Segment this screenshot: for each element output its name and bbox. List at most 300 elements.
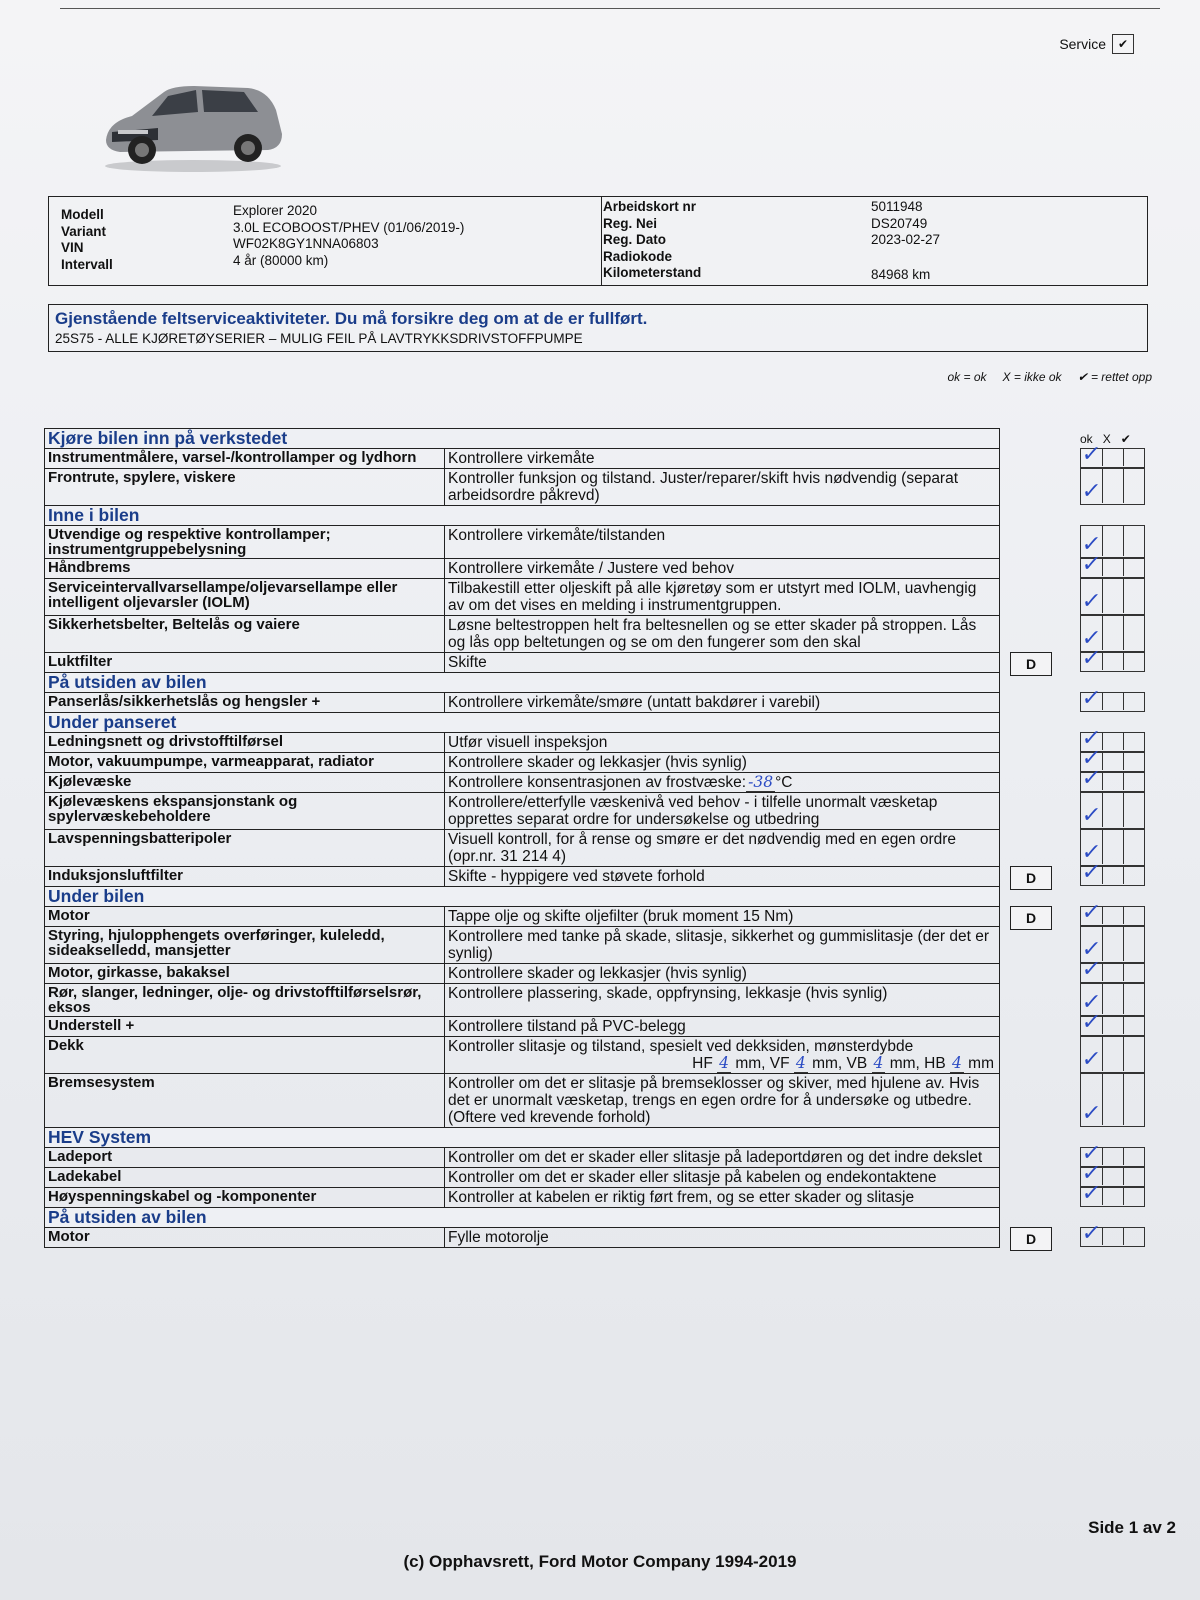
checklist-action — [445, 616, 1000, 653]
status-checkbox-row — [1080, 1221, 1144, 1246]
action-text: Visuell kontroll, for å rense og smøre er det nødvendig med en egen ordre (opr.nr. 31 214 4) — [448, 831, 957, 865]
odometer-value: 84968 km — [871, 267, 931, 282]
action-text: Skifte - hyppigere ved støvete forhold — [448, 868, 705, 885]
vehicle-info-box — [48, 196, 1148, 286]
checklist-row — [45, 1168, 1000, 1188]
handwritten-check-icon: ✓ — [1080, 1161, 1103, 1186]
handwritten-check-icon: ✓ — [1080, 1047, 1103, 1072]
checklist-row — [45, 753, 1000, 773]
not-ok-checkbox[interactable] — [1102, 653, 1123, 670]
car-image — [98, 70, 288, 174]
section-title: HEV System — [45, 1128, 1000, 1148]
fixed-checkbox[interactable] — [1123, 469, 1144, 503]
handwritten-check-icon: ✓ — [1080, 990, 1103, 1015]
action-text: Tilbakestill etter oljeskift på alle kjøretøy som er utstyrt med IOLM, uavhengig av om det vises en melding i instrumentgruppen. — [448, 580, 977, 614]
status-checkbox-group[interactable] — [1080, 766, 1145, 792]
action-text: Kontroller om det er slitasje på bremseklosser og skiver, med hjulene av. Hvis det er unormalt væsketap, trengs en egen ordre for å undersøke og utbedre. (Oftere ved krevende forhold) — [448, 1075, 980, 1126]
checklist-row — [45, 579, 1000, 616]
checklist-item: Rør, slanger, ledninger, olje- og drivstofftilførselsrør, eksos — [45, 984, 445, 1017]
tread-vf-label: mm, VF — [735, 1055, 790, 1072]
checklist-action — [445, 1188, 1000, 1208]
checklist-row — [45, 733, 1000, 753]
checklist-item: Sikkerhetsbelter, Beltelås og vaiere — [45, 616, 445, 653]
checklist-action — [445, 927, 1000, 964]
field-service-item: 25S75 - ALLE KJØRETØYSERIER – MULIG FEIL PÅ LAVTRYKKSDRIVSTOFFPUMPE — [55, 331, 583, 346]
vehicle-values — [233, 203, 464, 269]
action-text: Kontroller om det er skader eller slitasje på kabelen og endekontaktene — [448, 1169, 937, 1186]
ok-checkbox[interactable] — [1081, 830, 1102, 864]
checklist-action — [445, 733, 1000, 753]
ok-checkbox[interactable] — [1081, 1037, 1102, 1071]
checklist-item: Frontrute, spylere, viskere — [45, 469, 445, 506]
reg-no-label: Reg. Nei — [603, 215, 658, 231]
checklist-item: Induksjonsluftfilter — [45, 867, 445, 887]
ok-checkbox[interactable] — [1080, 860, 1103, 885]
dealer-marker: D — [1010, 906, 1052, 930]
checklist-action — [445, 1228, 1000, 1248]
fixed-checkbox[interactable] — [1123, 1188, 1144, 1205]
checklist-action — [445, 753, 1000, 773]
checklist-row — [45, 526, 1000, 559]
action-text: Kontroller funksjon og tilstand. Juster/reparer/skift hvis nødvendig (separat arbeidsordre påkrevd) — [448, 470, 959, 504]
checklist-item: Kjølevæskens ekspansjonstank og spylervæskebeholdere — [45, 793, 445, 830]
not-ok-checkbox[interactable] — [1102, 1188, 1123, 1205]
checklist-action — [445, 693, 1000, 713]
fixed-checkbox[interactable] — [1123, 927, 1144, 961]
not-ok-checkbox[interactable] — [1102, 773, 1123, 790]
fixed-checkbox[interactable] — [1123, 733, 1144, 750]
ok-checkbox[interactable] — [1080, 552, 1103, 577]
not-ok-checkbox[interactable] — [1102, 693, 1123, 710]
status-checkbox-row — [1080, 860, 1144, 885]
handwritten-check-icon: ✓ — [1080, 900, 1103, 925]
checklist-action — [445, 449, 1000, 469]
status-checkbox-row — [1081, 469, 1144, 503]
copyright: (c) Opphavsrett, Ford Motor Company 1994-2019 — [403, 1552, 797, 1571]
not-ok-checkbox[interactable] — [1102, 867, 1123, 884]
dealer-marker: D — [1010, 866, 1052, 890]
checklist-action — [445, 1017, 1000, 1037]
handwritten-check-icon: ✓ — [1080, 1221, 1103, 1246]
status-checkbox-group[interactable] — [1080, 957, 1145, 983]
checklist-action — [445, 1148, 1000, 1168]
vin-label: VIN — [61, 240, 84, 255]
not-ok-checkbox[interactable] — [1102, 616, 1123, 650]
handwritten-check-icon: ✓ — [1080, 686, 1103, 711]
not-ok-checkbox[interactable] — [1102, 526, 1123, 556]
status-checkbox-group[interactable] — [1080, 1073, 1145, 1127]
checklist-item: Utvendige og respektive kontrollamper; instrumentgruppebelysning — [45, 526, 445, 559]
ok-checkbox[interactable] — [1080, 957, 1103, 982]
status-checkbox-group[interactable] — [1080, 792, 1145, 829]
status-checkbox-group[interactable] — [1080, 442, 1145, 468]
not-ok-checkbox[interactable] — [1102, 793, 1123, 827]
odometer-label: Kilometerstand — [603, 265, 702, 280]
section-title: På utsiden av bilen — [45, 673, 1000, 693]
fixed-checkbox[interactable] — [1123, 449, 1144, 466]
checklist-item: Dekk — [45, 1037, 445, 1074]
not-ok-checkbox[interactable] — [1102, 579, 1123, 613]
action-text: Fylle motorolje — [448, 1229, 549, 1246]
handwritten-check-icon: ✓ — [1080, 746, 1103, 771]
frost-unit: °C — [775, 774, 793, 791]
checklist-action — [445, 773, 1000, 793]
action-text: Kontrollere plassering, skade, oppfrynsing, lekkasje (hvis synlig) — [448, 985, 888, 1002]
section-title: Under bilen — [45, 887, 1000, 907]
action-text: Kontrollere virkemåte/tilstanden — [448, 527, 666, 544]
checklist-item: Luktfilter — [45, 653, 445, 673]
status-checkbox-row — [1080, 900, 1144, 925]
action-text: Kontrollere tilstand på PVC-belegg — [448, 1018, 686, 1035]
checklist-item: Kjølevæske — [45, 773, 445, 793]
field-service-box — [48, 304, 1148, 352]
status-checkbox-row — [1081, 927, 1144, 961]
not-ok-checkbox[interactable] — [1102, 1074, 1123, 1125]
checklist-action — [445, 1074, 1000, 1128]
checklist-row — [45, 1037, 1000, 1074]
checklist-item: Ladekabel — [45, 1168, 445, 1188]
service-label: Service — [1059, 36, 1106, 52]
handwritten-check-icon: ✓ — [1080, 1181, 1103, 1206]
action-text: Kontrollere virkemåte / Justere ved behov — [448, 560, 735, 577]
handwritten-check-icon: ✓ — [1080, 957, 1103, 982]
fixed-checkbox[interactable] — [1123, 1017, 1144, 1034]
handwritten-check-icon: ✓ — [1080, 1141, 1103, 1166]
check-header-x: X — [1102, 432, 1111, 446]
fixed-checkbox[interactable] — [1123, 793, 1144, 827]
action-text: Løsne beltestroppen helt fra beltesnellen og se etter skader på stroppen. Lås og lås opp beltetungen og se om den fungerer som den skal — [448, 617, 977, 651]
checklist-action — [445, 1168, 1000, 1188]
checklist-row — [45, 830, 1000, 867]
handwritten-check-icon: ✓ — [1080, 766, 1103, 791]
checklist-item: Serviceintervallvarsellampe/oljevarsellampe eller intelligent oljevarsler (IOLM) — [45, 579, 445, 616]
handwritten-check-icon: ✓ — [1080, 532, 1103, 557]
handwritten-check-icon: ✓ — [1080, 1010, 1103, 1035]
info-divider — [601, 197, 602, 285]
action-text: Kontrollere skader og lekkasjer (hvis synlig) — [448, 754, 747, 771]
checklist-row — [45, 693, 1000, 713]
service-checkbox: ✔ — [1112, 34, 1134, 54]
action-text: Tappe olje og skifte oljefilter (bruk moment 15 Nm) — [448, 908, 794, 925]
checklist-item: Høyspenningskabel og -komponenter — [45, 1188, 445, 1208]
not-ok-checkbox[interactable] — [1102, 907, 1123, 924]
tread-unit-label: mm — [968, 1055, 994, 1072]
card-no-label: Arbeidskort nr — [603, 199, 697, 214]
handwritten-check-icon: ✓ — [1080, 1101, 1103, 1126]
action-text: Skifte — [448, 654, 487, 671]
checklist-item: Lavspenningsbatteripoler — [45, 830, 445, 867]
status-checkbox-group[interactable] — [1080, 1181, 1145, 1207]
checklist-row — [45, 907, 1000, 927]
handwritten-check-icon: ✓ — [1080, 552, 1103, 577]
interval-label: Intervall — [61, 256, 113, 272]
section-row — [45, 1128, 1000, 1148]
section-title: Kjøre bilen inn på verkstedet — [45, 429, 1000, 449]
handwritten-check-icon: ✓ — [1080, 803, 1103, 828]
checklist-row — [45, 653, 1000, 673]
reg-date-label: Reg. Dato — [603, 232, 667, 247]
not-ok-checkbox[interactable] — [1102, 830, 1123, 864]
fixed-checkbox[interactable] — [1123, 616, 1144, 650]
ok-checkbox[interactable] — [1081, 616, 1102, 650]
not-ok-checkbox[interactable] — [1102, 469, 1123, 503]
action-text: Kontrollere virkemåte/smøre (untatt bakdører i varebil) — [448, 694, 821, 711]
status-checkbox-row — [1081, 579, 1144, 613]
checklist-item: Styring, hjulopphengets overføringer, kuleledd, sideakselledd, mansjetter — [45, 927, 445, 964]
not-ok-checkbox[interactable] — [1102, 1017, 1123, 1034]
model-label: Modell — [61, 207, 104, 222]
checklist-row — [45, 616, 1000, 653]
ok-checkbox[interactable] — [1081, 469, 1102, 503]
tread-vb-label: mm, VB — [812, 1055, 868, 1072]
field-service-title: Gjenstående feltserviceaktiviteter. Du må forsikre deg om at de er fullført. — [55, 309, 648, 328]
checklist-row — [45, 559, 1000, 579]
ok-checkbox[interactable] — [1080, 900, 1103, 925]
reg-date-value: 2023-02-27 — [871, 232, 941, 247]
ok-checkbox[interactable] — [1080, 1010, 1103, 1035]
status-checkbox-row — [1080, 442, 1144, 467]
tread-hf-label: HF — [692, 1055, 713, 1072]
checklist-action — [445, 907, 1000, 927]
section-row — [45, 673, 1000, 693]
handwritten-check-icon: ✓ — [1080, 442, 1103, 467]
checklist-row — [45, 984, 1000, 1017]
tread-hb-value: 4 — [951, 1054, 962, 1072]
check-header-ok: ok — [1080, 432, 1093, 446]
checklist-item: Understell + — [45, 1017, 445, 1037]
handwritten-check-icon: ✓ — [1080, 726, 1103, 751]
status-checkbox-row — [1080, 1181, 1144, 1206]
checklist-row — [45, 1228, 1000, 1248]
check-header-fixed: ✔ — [1120, 432, 1131, 446]
ok-checkbox[interactable] — [1080, 686, 1103, 711]
fixed-checkbox[interactable] — [1123, 964, 1144, 981]
checklist-row — [45, 1148, 1000, 1168]
fixed-checkbox[interactable] — [1123, 773, 1144, 790]
checklist-action — [445, 579, 1000, 616]
section-title: På utsiden av bilen — [45, 1208, 1000, 1228]
fixed-checkbox[interactable] — [1123, 830, 1144, 864]
status-checkbox-group[interactable] — [1080, 860, 1145, 886]
handwritten-check-icon: ✓ — [1080, 589, 1103, 614]
ok-checkbox[interactable] — [1081, 1074, 1102, 1125]
status-checkbox-row — [1081, 1037, 1144, 1071]
legend-fixed: ✔ = rettet opp — [1077, 370, 1152, 384]
ok-checkbox[interactable] — [1080, 646, 1103, 671]
tread-hf-value: 4 — [719, 1054, 730, 1072]
tread-hb-label: mm, HB — [889, 1055, 946, 1072]
handwritten-check-icon: ✓ — [1080, 860, 1103, 885]
status-checkbox-group[interactable] — [1080, 578, 1145, 615]
section-row — [45, 506, 1000, 526]
checklist-item: Håndbrems — [45, 559, 445, 579]
status-checkbox-group[interactable] — [1080, 1036, 1145, 1073]
status-checkbox-row — [1081, 616, 1144, 650]
action-text: Kontrollere virkemåte — [448, 450, 595, 467]
checklist-row — [45, 1017, 1000, 1037]
action-text: Kontroller slitasje og tilstand, spesielt ved dekksiden, mønsterdybde — [448, 1038, 914, 1055]
checklist-row — [45, 773, 1000, 793]
checklist-row — [45, 867, 1000, 887]
tread-vf-value: 4 — [795, 1054, 806, 1072]
ok-checkbox[interactable] — [1081, 579, 1102, 613]
section-row — [45, 429, 1000, 449]
not-ok-checkbox[interactable] — [1102, 449, 1123, 466]
variant-value: 3.0L ECOBOOST/PHEV (01/06/2019-) — [233, 219, 465, 235]
ok-checkbox[interactable] — [1080, 766, 1103, 791]
service-indicator — [1059, 34, 1134, 54]
checklist-row — [45, 1074, 1000, 1128]
handwritten-frost-value: -38 — [748, 773, 774, 791]
reg-no-value: DS20749 — [871, 215, 928, 231]
action-text: Kontrollere konsentrasjonen av frostvæske: — [448, 774, 747, 791]
not-ok-checkbox[interactable] — [1102, 1168, 1123, 1185]
not-ok-checkbox[interactable] — [1102, 1148, 1123, 1165]
not-ok-checkbox[interactable] — [1102, 1037, 1123, 1071]
tread-depth-line — [448, 1055, 996, 1072]
not-ok-checkbox[interactable] — [1102, 559, 1123, 576]
checklist-item: Bremsesystem — [45, 1074, 445, 1128]
status-checkbox-group[interactable] — [1080, 646, 1145, 672]
status-legend — [948, 370, 1153, 384]
checklist-action — [445, 964, 1000, 984]
tread-vb-value: 4 — [873, 1054, 884, 1072]
action-text: Utfør visuell inspeksjon — [448, 734, 608, 751]
dealer-marker: D — [1010, 652, 1052, 676]
handwritten-check-icon: ✓ — [1080, 840, 1103, 865]
status-checkbox-row — [1081, 830, 1144, 864]
dealer-marker: D — [1010, 1227, 1052, 1251]
section-title: Under panseret — [45, 713, 1000, 733]
checklist-row — [45, 927, 1000, 964]
ok-checkbox[interactable] — [1080, 1221, 1103, 1246]
checklist-action — [445, 653, 1000, 673]
legend-ok: ok = ok — [947, 370, 987, 384]
checklist-action — [445, 984, 1000, 1017]
checklist-action — [445, 1037, 1000, 1074]
checklist-row — [45, 964, 1000, 984]
status-checkbox-row — [1081, 793, 1144, 827]
checklist-row — [45, 793, 1000, 830]
fixed-checkbox[interactable] — [1123, 693, 1144, 710]
not-ok-checkbox[interactable] — [1102, 964, 1123, 981]
fixed-checkbox[interactable] — [1123, 526, 1144, 556]
checklist-row — [45, 469, 1000, 506]
top-rule — [60, 8, 1160, 9]
workorder-values — [871, 199, 940, 284]
handwritten-check-icon: ✓ — [1080, 626, 1103, 651]
ok-checkbox[interactable] — [1080, 1181, 1103, 1206]
status-checkbox-row — [1080, 646, 1144, 671]
status-checkbox-row — [1080, 686, 1144, 711]
radio-code-value — [871, 249, 940, 266]
section-row — [45, 713, 1000, 733]
action-text: Kontroller om det er skader eller slitasje på ladeportdøren og det indre dekslet — [448, 1149, 983, 1166]
fixed-checkbox[interactable] — [1123, 1074, 1144, 1125]
status-checkbox-row — [1080, 957, 1144, 982]
status-checkbox-group[interactable] — [1080, 1010, 1145, 1036]
checklist-item: Ledningsnett og drivstofftilførsel — [45, 733, 445, 753]
fixed-checkbox[interactable] — [1123, 984, 1144, 1014]
not-ok-checkbox[interactable] — [1102, 984, 1123, 1014]
interval-value: 4 år (80000 km) — [233, 252, 329, 268]
checklist-action — [445, 867, 1000, 887]
status-checkbox-group[interactable] — [1080, 686, 1145, 712]
fixed-checkbox[interactable] — [1123, 1037, 1144, 1071]
status-checkbox-group[interactable] — [1080, 552, 1145, 578]
fixed-checkbox[interactable] — [1123, 907, 1144, 924]
status-checkbox-group[interactable] — [1080, 900, 1145, 926]
action-text: Kontrollere med tanke på skade, slitasje, sikkerhet og gummislitasje (der det er synlig) — [448, 928, 990, 962]
fixed-checkbox[interactable] — [1123, 1168, 1144, 1185]
checklist-item: Motor, vakuumpumpe, varmeapparat, radiator — [45, 753, 445, 773]
page-number: Side 1 av 2 — [1088, 1518, 1176, 1537]
variant-label: Variant — [61, 223, 107, 239]
status-checkbox-group[interactable] — [1080, 1221, 1145, 1247]
radio-code-label: Radiokode — [603, 248, 673, 264]
status-checkbox-row — [1080, 552, 1144, 577]
vin-value: WF02K8GY1NNA06803 — [233, 236, 379, 251]
not-ok-checkbox[interactable] — [1102, 1228, 1123, 1245]
checklist-action — [445, 793, 1000, 830]
card-no-value: 5011948 — [871, 199, 923, 214]
action-text: Kontrollere/etterfylle væskenivå ved behov - i tilfelle unormalt væsketap opprettes separat ordre for undersøkelse og utbedring — [448, 794, 938, 828]
fixed-checkbox[interactable] — [1123, 1148, 1144, 1165]
not-ok-checkbox[interactable] — [1102, 733, 1123, 750]
not-ok-checkbox[interactable] — [1102, 753, 1123, 770]
model-value: Explorer 2020 — [233, 203, 318, 218]
checklist-item: Instrumentmålere, varsel-/kontrollamper og lydhorn — [45, 449, 445, 469]
checklist-action — [445, 469, 1000, 506]
fixed-checkbox[interactable] — [1123, 559, 1144, 576]
checklist-row — [45, 1188, 1000, 1208]
ok-checkbox[interactable] — [1080, 442, 1103, 467]
fixed-checkbox[interactable] — [1123, 1228, 1144, 1245]
service-checklist-table — [44, 428, 1000, 1248]
ok-checkbox[interactable] — [1081, 793, 1102, 827]
status-checkbox-row — [1080, 766, 1144, 791]
fixed-checkbox[interactable] — [1123, 867, 1144, 884]
checklist-action — [445, 830, 1000, 867]
section-row — [45, 887, 1000, 907]
action-text: Kontroller at kabelen er riktig ført frem, og se etter skader og slitasje — [448, 1189, 915, 1206]
checklist-action — [445, 526, 1000, 559]
ok-checkbox[interactable] — [1081, 927, 1102, 961]
fixed-checkbox[interactable] — [1123, 753, 1144, 770]
legend-not-ok: X = ikke ok — [1002, 370, 1062, 384]
fixed-checkbox[interactable] — [1123, 579, 1144, 613]
checklist-item: Ladeport — [45, 1148, 445, 1168]
section-row — [45, 1208, 1000, 1228]
checklist-item: Motor — [45, 1228, 445, 1248]
status-checkbox-group[interactable] — [1080, 468, 1145, 505]
section-title: Inne i bilen — [45, 506, 1000, 526]
vehicle-labels — [61, 207, 113, 273]
status-checkbox-row — [1080, 1010, 1144, 1035]
not-ok-checkbox[interactable] — [1102, 927, 1123, 961]
workorder-labels — [603, 199, 701, 282]
checklist-action — [445, 559, 1000, 579]
action-text: Kontrollere skader og lekkasjer (hvis synlig) — [448, 965, 747, 982]
checklist-row — [45, 449, 1000, 469]
handwritten-check-icon: ✓ — [1080, 937, 1103, 962]
status-checkbox-row — [1081, 1074, 1144, 1125]
checklist-item: Motor — [45, 907, 445, 927]
checklist-item: Panserlås/sikkerhetslås og hengsler + — [45, 693, 445, 713]
handwritten-check-icon: ✓ — [1080, 479, 1103, 504]
handwritten-check-icon: ✓ — [1080, 646, 1103, 671]
fixed-checkbox[interactable] — [1123, 653, 1144, 670]
